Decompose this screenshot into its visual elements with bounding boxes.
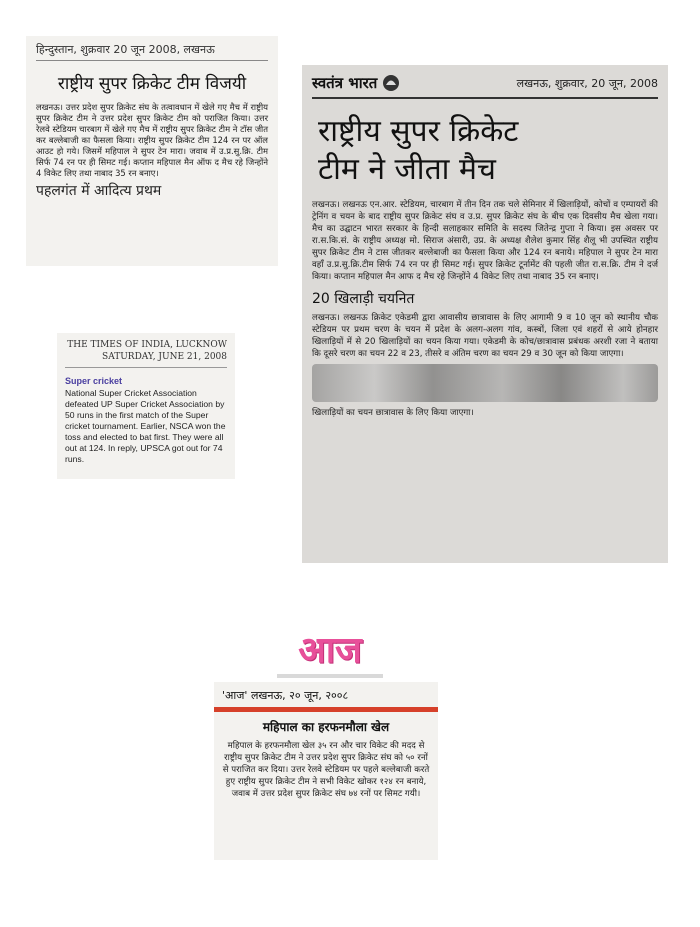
toi-dateline-date: SATURDAY, JUNE 21, 2008 <box>102 352 227 362</box>
hindustan-headline: राष्ट्रीय सुपर क्रिकेट टीम विजयी <box>57 74 247 94</box>
lion-emblem-icon <box>381 73 401 93</box>
toi-section-tag: Super cricket <box>65 376 123 386</box>
hindustan-cut-headline: पहलगंत में आदित्य प्रथम <box>36 183 162 199</box>
aaj-dateline: 'आज' लखनऊ, २० जून, २००८ <box>214 682 438 707</box>
swatantra-brand-name: स्वतंत्र भारत <box>312 74 378 92</box>
aaj-article-body: महिपाल के हरफनमौला खेल ३५ रन और चार विकेट की मदद से राष्ट्रीय सुपर क्रिकेट टीम ने उत्तर प्रदेश सुपर क्रिकेट संघ को ५० रनों से पराजित कर दिया। उत्तर रेलवे स्टेडियम पर पहले बल्लेबाजी करते हुए राष्ट्रीय सुपर क्रिकेट टीम ने सभी विकेट खोकर १२४ रन बनाये, जवाब में उत्तर प्रदेश सुपर क्रिकेट संघ ७४ रनों पर सिमट गयी। <box>222 741 430 799</box>
hindustan-clipping <box>26 36 278 266</box>
swatantra-headline <box>318 113 652 189</box>
swatantra-brand <box>312 73 405 93</box>
toi-dateline <box>65 339 227 368</box>
swatantra-dateline: लखनऊ, शुक्रवार, 20 जून, 2008 <box>516 76 658 90</box>
aaj-logo-underline <box>277 674 383 678</box>
hindustan-article-body: लखनऊ। उत्तर प्रदेश सुपर क्रिकेट संघ के तत्वावधान में खेले गए मैच में राष्ट्रीय सुपर क्रिकेट टीम ने उत्तर प्रदेश सुपर क्रिकेट टीम को पराजित किया। उत्तर रेलवे स्टेडियम चारबाग में खेले गए मैच में राष्ट्रीय सुपर क्रिकेट टीम ने टॉस जीत कर बल्लेबाजी का फैसला किया। राष्ट्रीय सुपर क्रिकेट टीम 124 रन पर ऑल आउट हो गये। जिसमें महिपाल ने सुपर टेन मारा। जवाब में उ.प्र.सु.क्रि. टीम सिर्फ 74 रन पर ही सिमट गई। कप्तान महिपाल मैन ऑफ द मैच रहे जिन्होंने 4 विकेट लिए तथा नाबाद 35 रन बनाए। <box>36 102 268 178</box>
aaj-logo <box>277 630 383 682</box>
aaj-logo-word: आज <box>298 630 362 671</box>
times-of-india-clipping <box>57 333 235 479</box>
swatantra-bharat-clipping <box>302 65 668 563</box>
swatantra-second-article-body: लखनऊ। लखनऊ क्रिकेट एकेडमी द्वारा आवासीय छात्रावास के लिए आगामी 9 व 10 जून को स्थानीय चौक स्टेडियम पर प्रथम चरण के चयन में प्रदेश के अलग-अलग गांव, कस्बों, जिला एवं शहरों से आये होनहार खिलाड़ियों में से 20 खिलाड़ियों का चयन किया गया। एकेडमी के कोच/छात्रावास प्रबंधक अरशी रजा ने बताया कि दूसरे चरण का चयन 22 व 23, तीसरे व अंतिम चरण का चयन 29 व 30 जून को किया जाएगा। <box>312 313 658 359</box>
ink-smudge <box>312 364 658 402</box>
swatantra-subheadline: 20 खिलाड़ी चयनित <box>312 291 415 307</box>
aaj-headline: महिपाल का हरफनमौला खेल <box>262 720 390 734</box>
aaj-clipping <box>214 682 438 860</box>
swatantra-headline-line1: राष्ट्रीय सुपर क्रिकेट <box>318 114 519 149</box>
toi-dateline-paper: THE TIMES OF INDIA, LUCKNOW <box>67 340 227 350</box>
swatantra-masthead <box>312 73 658 99</box>
toi-article-body: National Super Cricket Association defeated UP Super Cricket Association by 50 runs in the first match of the Super cricket tournament. Earlier, NSCA won the toss and elected to bat first. They were all out at 124. In reply, UPSCA got out for 74 runs. <box>65 388 226 464</box>
swatantra-tail-line: खिलाड़ियों का चयन छात्रावास के लिए किया जाएगा। <box>312 408 474 418</box>
swatantra-headline-line2: टीम ने जीता मैच <box>318 152 496 187</box>
swatantra-article-body: लखनऊ। लखनऊ एन.आर. स्टेडियम, चारबाग में तीन दिन तक चले सेमिनार में खिलाड़ियों, कोचों व एम्पायरों की ट्रेनिंग व चयन के बाद राष्ट्रीय सुपर क्रिकेट संघ व उ.प्र. सुपर क्रिकेट संघ के बीच एक दिवसीय मैच खेला गया। मैच का उद्घाटन भारत सरकार के हिन्दी सलाहकार समिति के सदस्य जितेन्द्र गुप्ता ने किया। इस अवसर पर रा.स.कि.सं. के राष्ट्रीय अध्यक्ष मो. सिराज अंसारी, उप्र. के अध्यक्ष शैलेश कुमार सिंह शैलू भी उपस्थित राष्ट्रीय सुपर क्रिकेट टीम ने टास जीतकर बल्लेबाजी का फैसला किया और 124 रन बनाये। महिपाल ने सुपर टेन मारा वहाँ उ.प्र.सु.क्रि.टीम सिर्फ 74 रन पर ही सिमट गई। सुपर क्रिकेट टूर्नामेंट की पहली जीत रा.स.क्रि. टीम ने दर्ज किया। कप्तान महिपाल मैन आफ द मैच रहे जिन्होंने 4 विकेट लिए तथा नाबाद 35 रन बनाए। <box>312 200 658 282</box>
hindustan-dateline: हिन्दुस्तान, शुक्रवार 20 जून 2008, लखनऊ <box>36 42 268 61</box>
